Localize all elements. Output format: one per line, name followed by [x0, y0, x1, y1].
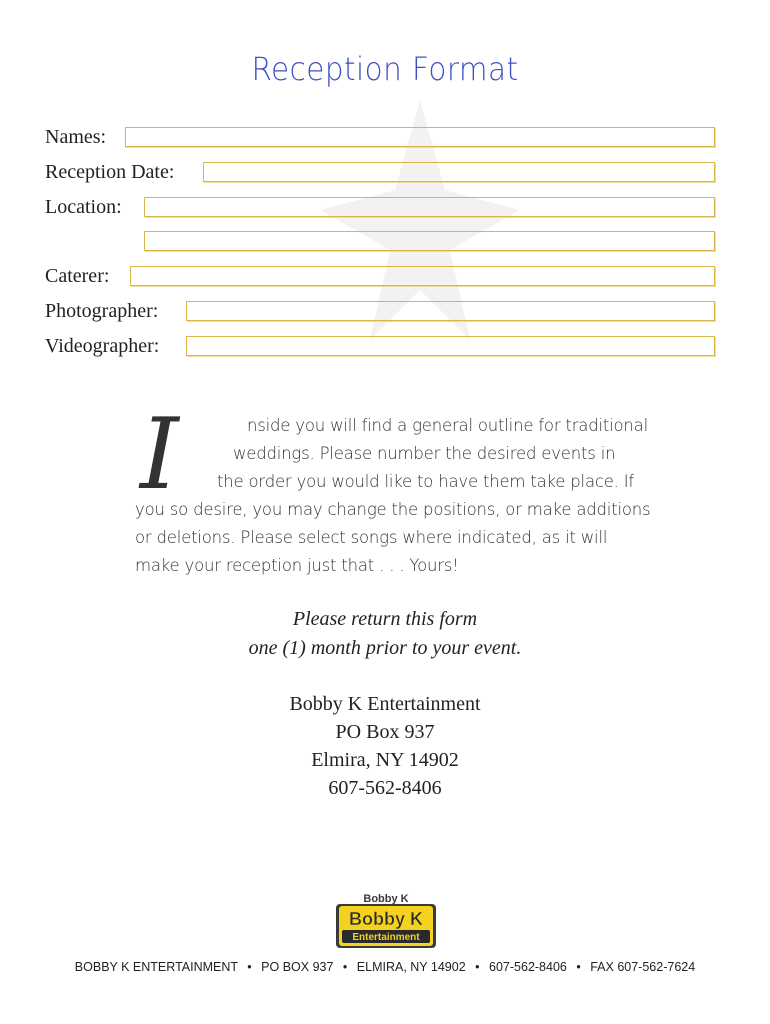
intro-line: or deletions. Please select songs where indicated, as it will — [135, 528, 608, 547]
field-videographer — [45, 334, 159, 358]
address-city: Elmira, NY 14902 — [311, 749, 459, 771]
footer-fax: FAX 607-562-7624 — [590, 960, 696, 974]
footer-po-box: PO BOX 937 — [261, 960, 334, 974]
footer — [0, 960, 770, 974]
names-input[interactable] — [125, 127, 715, 147]
footer-city: ELMIRA, NY 14902 — [356, 960, 466, 974]
intro-line: nside you will find a general outline for traditional — [247, 416, 648, 435]
page-title: Reception Format — [251, 50, 519, 88]
footer-phone: 607-562-8406 — [489, 960, 567, 974]
footer-separator: • — [342, 960, 348, 974]
field-label: Caterer: — [45, 265, 110, 287]
logo-top-text: Bobby K — [363, 893, 409, 905]
bobby-k-logo — [334, 892, 438, 950]
intro-line: the order you would like to have them take place. If — [217, 472, 635, 491]
field-location — [45, 195, 122, 219]
intro-dropcap: I — [140, 398, 179, 512]
field-reception-date — [45, 160, 174, 184]
location-input-line2[interactable] — [144, 231, 715, 251]
field-caterer — [45, 264, 109, 288]
intro-line: make your reception just that . . . Yours! — [135, 556, 459, 575]
footer-company: BOBBY K ENTERTAINMENT — [74, 960, 238, 974]
return-note-line2: one (1) month prior to your event. — [248, 637, 522, 659]
field-label: Reception Date: — [45, 161, 175, 183]
address-phone: 607-562-8406 — [328, 777, 442, 799]
field-label: Names: — [45, 126, 107, 148]
field-label: Location: — [45, 196, 122, 218]
intro-paragraph — [135, 412, 651, 580]
intro-line: weddings. Please number the desired events in — [233, 444, 616, 463]
return-note-line1: Please return this form — [292, 608, 478, 630]
photographer-input[interactable] — [186, 301, 715, 321]
videographer-input[interactable] — [186, 336, 715, 356]
field-photographer — [45, 299, 158, 323]
location-input[interactable] — [144, 197, 715, 217]
caterer-input[interactable] — [130, 266, 715, 286]
company-address — [0, 690, 770, 802]
return-note — [0, 605, 770, 663]
field-names — [45, 125, 106, 149]
logo-sub-text: Entertainment — [352, 932, 420, 943]
footer-separator: • — [475, 960, 480, 974]
reception-date-input[interactable] — [203, 162, 715, 182]
logo-main-text: Bobby K — [349, 909, 423, 929]
address-po-box: PO Box 937 — [335, 721, 435, 743]
field-label: Photographer: — [45, 300, 159, 322]
intro-line: you so desire, you may change the positions, or make additions — [135, 500, 651, 519]
address-company: Bobby K Entertainment — [289, 693, 481, 715]
field-label: Videographer: — [45, 335, 160, 357]
footer-separator: • — [247, 960, 252, 974]
footer-separator: • — [576, 960, 581, 974]
